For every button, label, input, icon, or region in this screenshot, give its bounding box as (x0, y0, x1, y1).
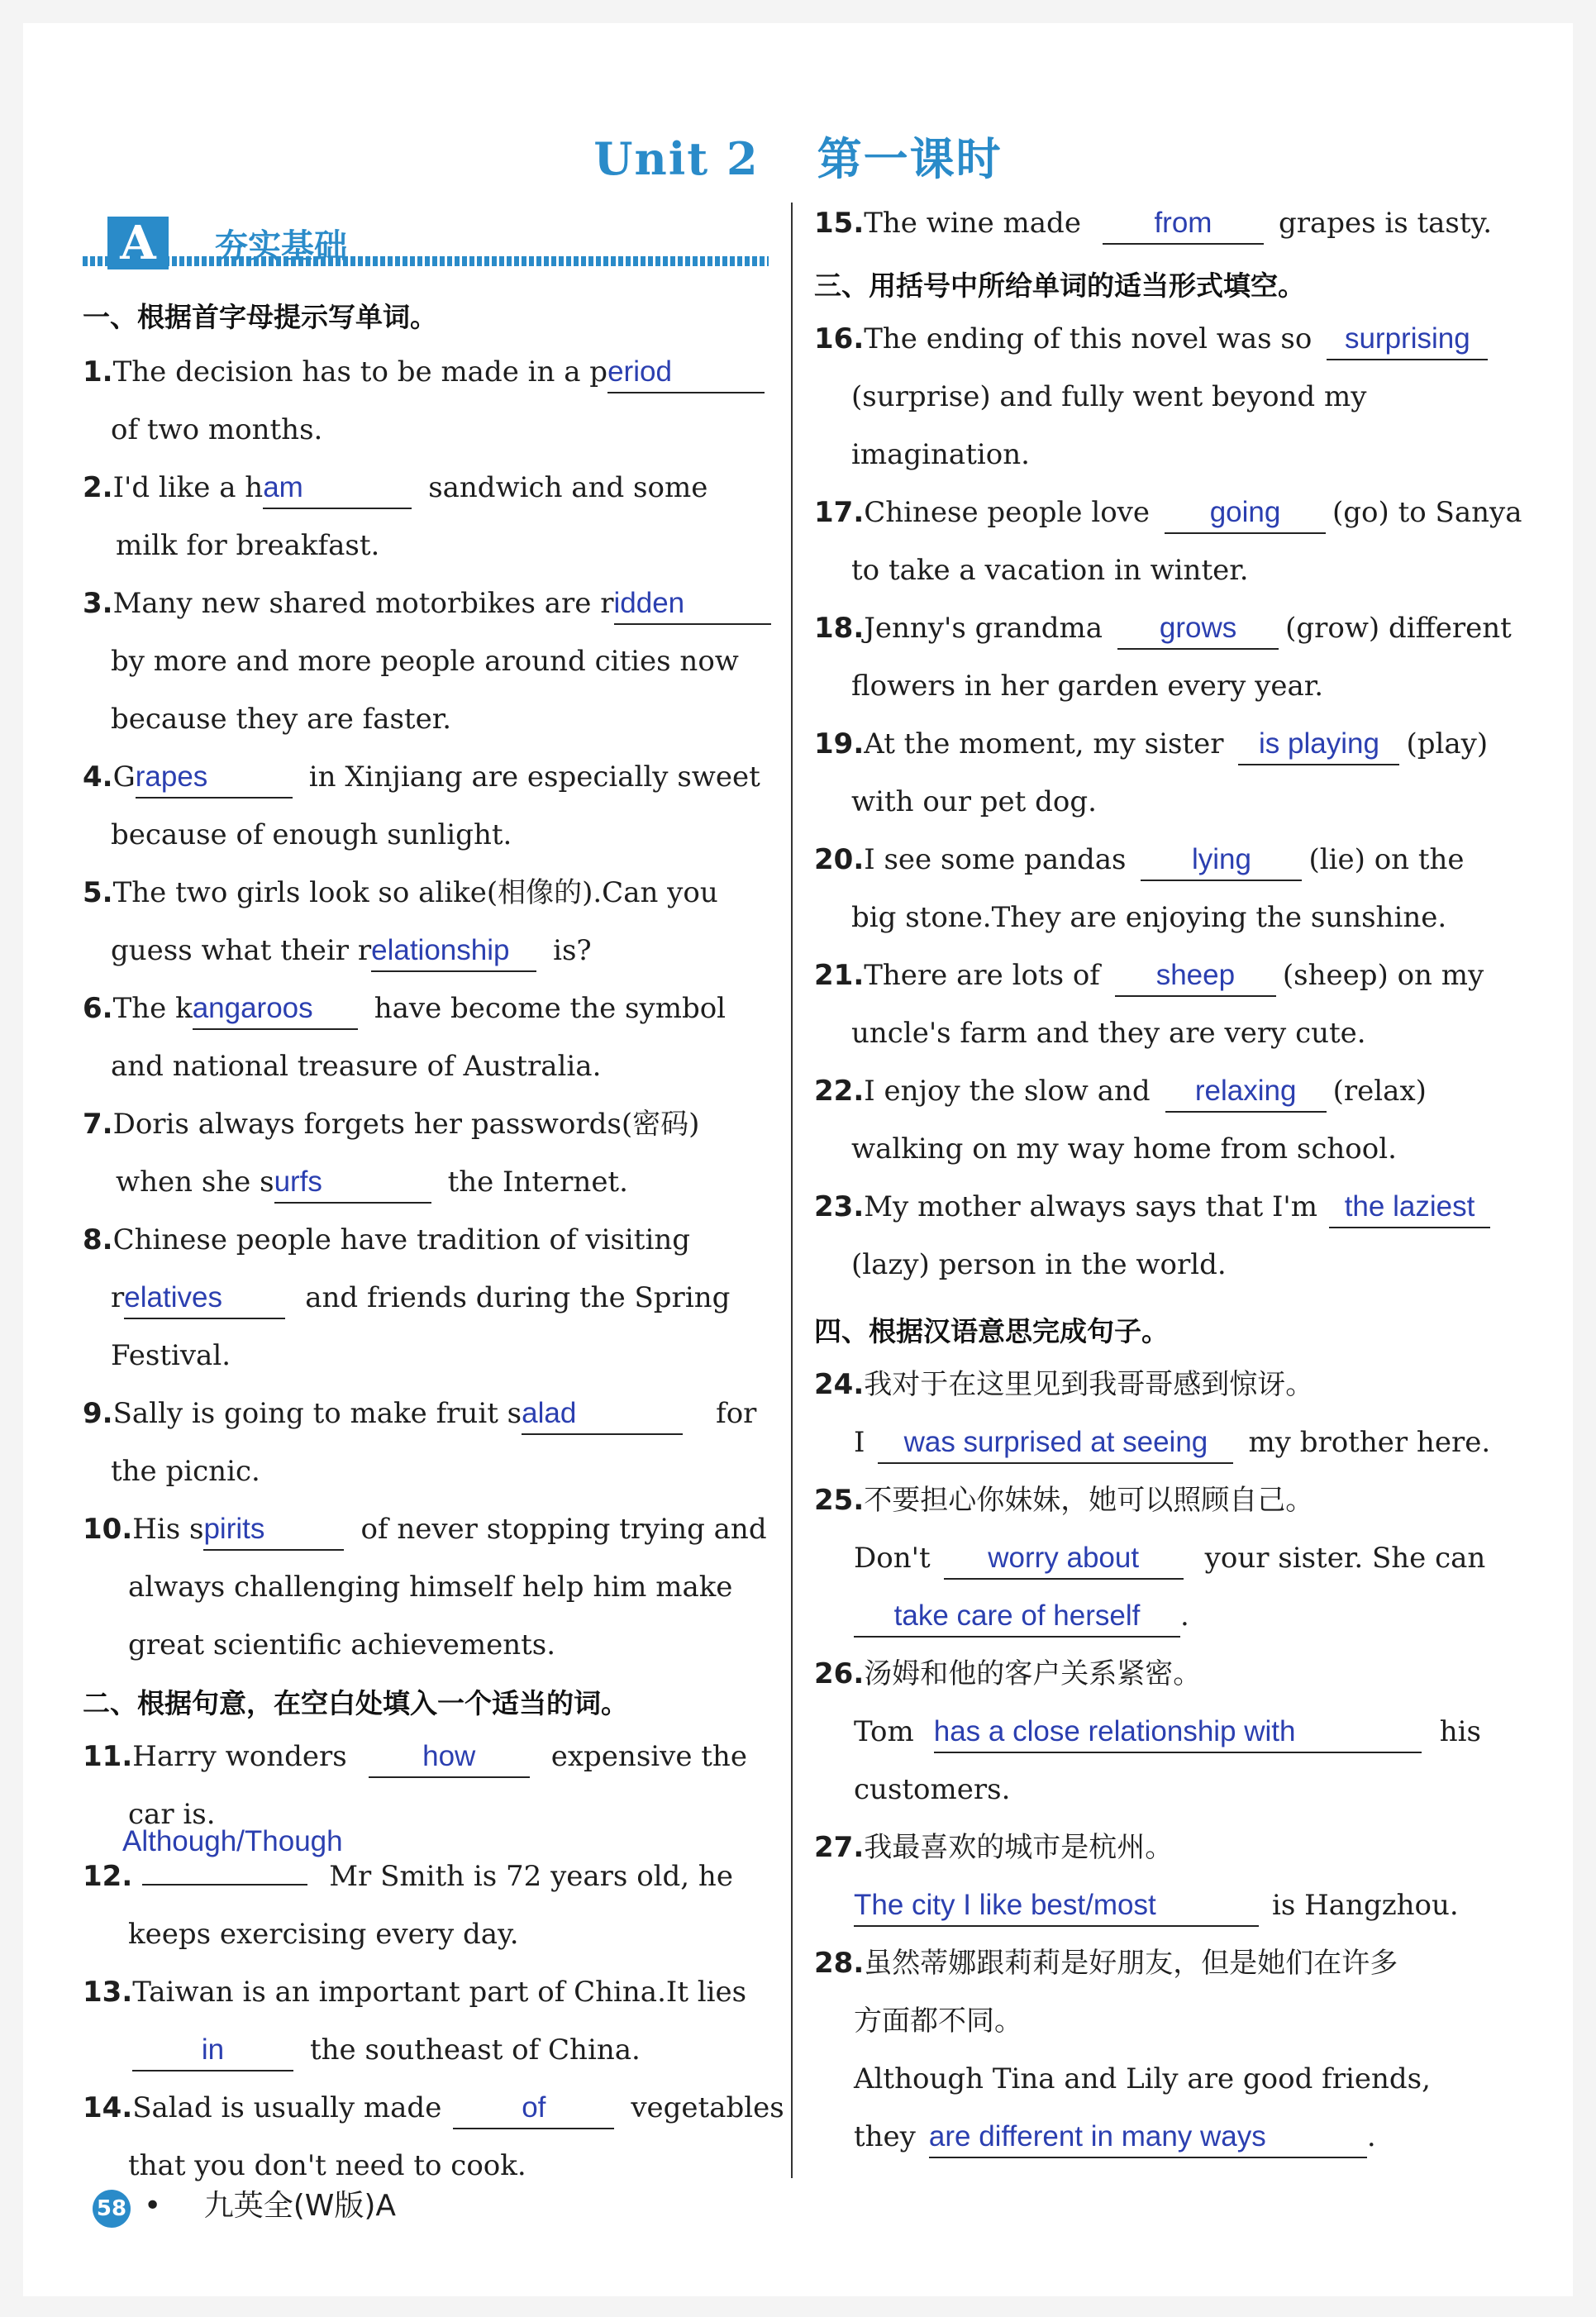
question-number: 6. (83, 992, 113, 1025)
question-16 (814, 310, 1488, 484)
answer-blank[interactable]: relaxing (1165, 1071, 1327, 1113)
question-text: Doris always forgets her passwords(密码) (112, 1108, 700, 1141)
question-text: is? (553, 934, 592, 967)
question-7 (83, 1095, 699, 1211)
question-text: Festival. (111, 1339, 231, 1372)
answer-blank[interactable]: the laziest (1329, 1187, 1490, 1228)
question-text: At the moment, my sister (864, 727, 1224, 760)
question-number: 19. (814, 727, 865, 760)
question-text: car is. (128, 1798, 216, 1831)
question-text: have become the symbol (374, 992, 727, 1025)
answer-text: Although/Though (122, 1825, 343, 1857)
question-text: great scientific achievements. (128, 1628, 556, 1661)
question-10 (83, 1500, 767, 1674)
question-text: is Hangzhou. (1272, 1889, 1459, 1922)
question-number: 13. (83, 1976, 133, 2009)
question-text: Many new shared motorbikes are r (112, 587, 614, 620)
question-text: grapes is tasty. (1278, 207, 1493, 240)
question-4 (83, 748, 760, 864)
question-number: 2. (83, 471, 113, 504)
question-25 (814, 1471, 1485, 1645)
answer-blank[interactable]: The city I like best/most (854, 1886, 1259, 1927)
question-text: The k (112, 992, 193, 1025)
answer-blank[interactable]: alad (522, 1394, 683, 1435)
question-text: 不要担心你妹妹，她可以照顾自己。 (864, 1484, 1314, 1517)
question-text: with our pet dog. (851, 785, 1097, 818)
question-text: 汤姆和他的客户关系紧密。 (864, 1657, 1202, 1690)
question-number: 3. (83, 587, 113, 620)
section-letter-box: A (107, 217, 169, 269)
question-text: to take a vacation in winter. (851, 554, 1249, 587)
question-text: The wine made (864, 207, 1081, 240)
question-text: Chinese people have tradition of visiting (112, 1223, 690, 1256)
column-divider (791, 203, 793, 2178)
question-21 (814, 946, 1484, 1062)
question-text: customers. (854, 1773, 1011, 1806)
question-text: Taiwan is an important part of China.It lies (132, 1976, 747, 2009)
question-text: His s (132, 1513, 204, 1546)
section-banner (83, 217, 769, 269)
question-text: I see some pandas (864, 843, 1127, 876)
question-text: sandwich and some (428, 471, 708, 504)
answer-blank[interactable]: elationship (371, 931, 536, 972)
question-text: always challenging himself help him make (128, 1571, 733, 1604)
question-number: 20. (814, 843, 865, 876)
question-text: r (111, 1281, 125, 1314)
question-24 (814, 1356, 1490, 1471)
question-text: (sheep) on my (1282, 959, 1484, 992)
question-text: and friends during the Spring (305, 1281, 731, 1314)
question-text: of never stopping trying and (360, 1513, 767, 1546)
question-text: . (1180, 1599, 1189, 1633)
question-text: The decision has to be made in a p (112, 355, 608, 389)
question-23 (814, 1178, 1490, 1294)
question-text: Chinese people love (864, 496, 1151, 529)
question-text: I (854, 1426, 865, 1459)
question-27 (814, 1819, 1459, 1934)
book-code: 九英全(W版)A (203, 2189, 397, 2223)
answer-blank[interactable]: going (1165, 493, 1326, 534)
heading-2: 二、根据句意，在空白处填入一个适当的词。 (83, 1687, 628, 1719)
answer-blank[interactable] (142, 1884, 307, 1886)
question-text: (go) to Sanya (1332, 496, 1522, 529)
section-label: 夯实基础 (215, 226, 347, 265)
question-number: 12. (83, 1860, 133, 1893)
question-text: uncle's farm and they are very cute. (851, 1017, 1366, 1050)
question-number: 10. (83, 1513, 133, 1546)
answer-blank[interactable]: idden (614, 584, 771, 625)
answer-blank[interactable]: of (453, 2088, 614, 2129)
question-text: expensive the (550, 1740, 747, 1773)
question-1 (83, 343, 765, 459)
question-text: for (716, 1397, 757, 1430)
question-text: (grow) different (1285, 612, 1512, 645)
question-text: (lie) on the (1308, 843, 1465, 876)
question-19 (814, 715, 1488, 831)
question-22 (814, 1062, 1427, 1178)
answer-blank[interactable]: in (132, 2030, 293, 2071)
question-text: the southeast of China. (310, 2033, 641, 2067)
question-text: Mr Smith is 72 years old, he (329, 1860, 733, 1893)
answer-blank[interactable]: urfs (274, 1162, 431, 1204)
question-number: 27. (814, 1831, 865, 1864)
question-number: 16. (814, 322, 865, 355)
question-text: Harry wonders (132, 1740, 347, 1773)
answer-blank[interactable]: has a close relationship with (934, 1712, 1422, 1753)
question-text: Tom (854, 1715, 914, 1748)
question-number: 15. (814, 207, 865, 240)
question-text: your sister. She can (1204, 1542, 1486, 1575)
answer-blank[interactable]: pirits (203, 1509, 344, 1551)
question-number: 5. (83, 876, 113, 909)
answer-blank[interactable]: worry about (944, 1538, 1184, 1580)
question-14 (83, 2079, 784, 2195)
answer-blank[interactable]: are different in many ways (929, 2117, 1367, 2158)
question-text: Salad is usually made (132, 2091, 442, 2124)
answer-blank[interactable]: elatives (124, 1278, 285, 1319)
page-title (0, 124, 1596, 188)
question-text: 虽然蒂娜跟莉莉是好朋友，但是她们在许多 (864, 1947, 1398, 1980)
question-5 (83, 864, 718, 980)
question-text: because of enough sunlight. (111, 818, 512, 851)
page-number: 58 (93, 2190, 131, 2228)
question-13 (83, 1963, 746, 2079)
question-text: Although Tina and Lily are good friends, (854, 2062, 1431, 2095)
question-20 (814, 831, 1465, 946)
question-text: There are lots of (864, 959, 1100, 992)
question-number: 21. (814, 959, 865, 992)
question-number: 4. (83, 760, 113, 794)
question-text: Sally is going to make fruit s (112, 1397, 522, 1430)
question-number: 28. (814, 1947, 865, 1980)
question-text: guess what their r (111, 934, 372, 967)
question-text: The two girls look so alike(相像的).Can you (112, 876, 718, 909)
question-8 (83, 1211, 730, 1385)
question-text: by more and more people around cities now (111, 645, 739, 678)
question-number: 9. (83, 1397, 113, 1430)
question-text: the Internet. (447, 1166, 628, 1199)
question-text: walking on my way home from school. (851, 1132, 1397, 1166)
question-text: I'd like a h (112, 471, 264, 504)
question-text: they (854, 2120, 916, 2153)
question-text: keeps exercising every day. (128, 1918, 519, 1951)
question-text: Jenny's grandma (864, 612, 1103, 645)
question-text: in Xinjiang are especially sweet (308, 760, 760, 794)
answer-blank[interactable]: is playing (1238, 724, 1399, 765)
question-2 (83, 459, 769, 574)
question-text: his (1439, 1715, 1481, 1748)
answer-blank[interactable]: eriod (607, 352, 765, 393)
question-15 (814, 194, 1492, 252)
question-3 (83, 574, 771, 748)
answer-blank[interactable]: am (263, 468, 412, 509)
answer-blank[interactable]: take care of herself (854, 1596, 1180, 1638)
question-text: the picnic. (111, 1455, 260, 1488)
question-text: (play) (1406, 727, 1489, 760)
question-number: 8. (83, 1223, 113, 1256)
question-text: I enjoy the slow and (864, 1075, 1151, 1108)
heading-1: 一、根据首字母提示写单词。 (83, 301, 437, 333)
question-number: 23. (814, 1190, 865, 1223)
question-text: vegetables (631, 2091, 784, 2124)
lesson-label: 第一课时 (817, 132, 1003, 185)
question-number: 22. (814, 1075, 865, 1108)
question-text: (relax) (1332, 1075, 1427, 1108)
question-text: that you don't need to cook. (128, 2149, 526, 2182)
question-text: because they are faster. (111, 703, 452, 736)
answer-blank[interactable]: sheep (1115, 956, 1276, 997)
answer-blank[interactable]: angaroos (193, 989, 358, 1030)
answer-blank[interactable]: lying (1141, 840, 1302, 881)
question-6 (83, 980, 726, 1095)
question-number: 14. (83, 2091, 133, 2124)
question-text: of two months. (111, 413, 323, 446)
question-text: imagination. (851, 438, 1030, 471)
answer-blank[interactable]: how (369, 1737, 530, 1778)
answer-blank[interactable]: was surprised at seeing (878, 1423, 1233, 1464)
question-text: big stone.They are enjoying the sunshine. (851, 901, 1447, 934)
answer-blank[interactable]: rapes (136, 757, 293, 799)
question-number: 11. (83, 1740, 133, 1773)
question-text: My mother always says that I'm (864, 1190, 1317, 1223)
heading-4: 四、根据汉语意思完成句子。 (814, 1315, 1169, 1347)
question-text: flowers in her garden every year. (851, 670, 1324, 703)
question-text: 方面都不同。 (854, 2005, 1022, 2038)
question-26 (814, 1645, 1481, 1819)
bullet: • (144, 2189, 162, 2223)
question-text: The ending of this novel was so (864, 322, 1313, 355)
answer-blank[interactable]: from (1103, 203, 1264, 245)
question-text: 我对于在这里见到我哥哥感到惊讶。 (864, 1368, 1314, 1401)
unit-label: Unit 2 (593, 132, 760, 185)
question-number: 17. (814, 496, 865, 529)
question-text: (lazy) person in the world. (851, 1248, 1227, 1281)
question-number: 1. (83, 355, 113, 389)
answer-blank[interactable]: grows (1117, 608, 1279, 650)
question-12 (83, 1847, 733, 1963)
question-text: when she s (116, 1166, 274, 1199)
question-text: my brother here. (1248, 1426, 1491, 1459)
answer-blank[interactable]: surprising (1327, 319, 1488, 360)
question-number: 25. (814, 1484, 865, 1517)
question-28 (814, 1934, 1431, 2166)
question-number: 7. (83, 1108, 113, 1141)
question-text: (surprise) and fully went beyond my (851, 380, 1367, 413)
question-number: 24. (814, 1368, 865, 1401)
question-text: Don't (854, 1542, 931, 1575)
banner-stripe (83, 256, 769, 266)
question-text: milk for breakfast. (116, 529, 380, 562)
question-text: 我最喜欢的城市是杭州。 (864, 1831, 1174, 1864)
question-17 (814, 484, 1522, 599)
question-18 (814, 599, 1512, 715)
page-footer (93, 2182, 396, 2228)
question-text: and national treasure of Australia. (111, 1050, 602, 1083)
heading-3: 三、用括号中所给单词的适当形式填空。 (814, 269, 1305, 302)
question-number: 18. (814, 612, 865, 645)
question-text: G (112, 760, 136, 794)
question-text: . (1366, 2120, 1376, 2153)
question-number: 26. (814, 1657, 865, 1690)
question-9 (83, 1385, 756, 1500)
